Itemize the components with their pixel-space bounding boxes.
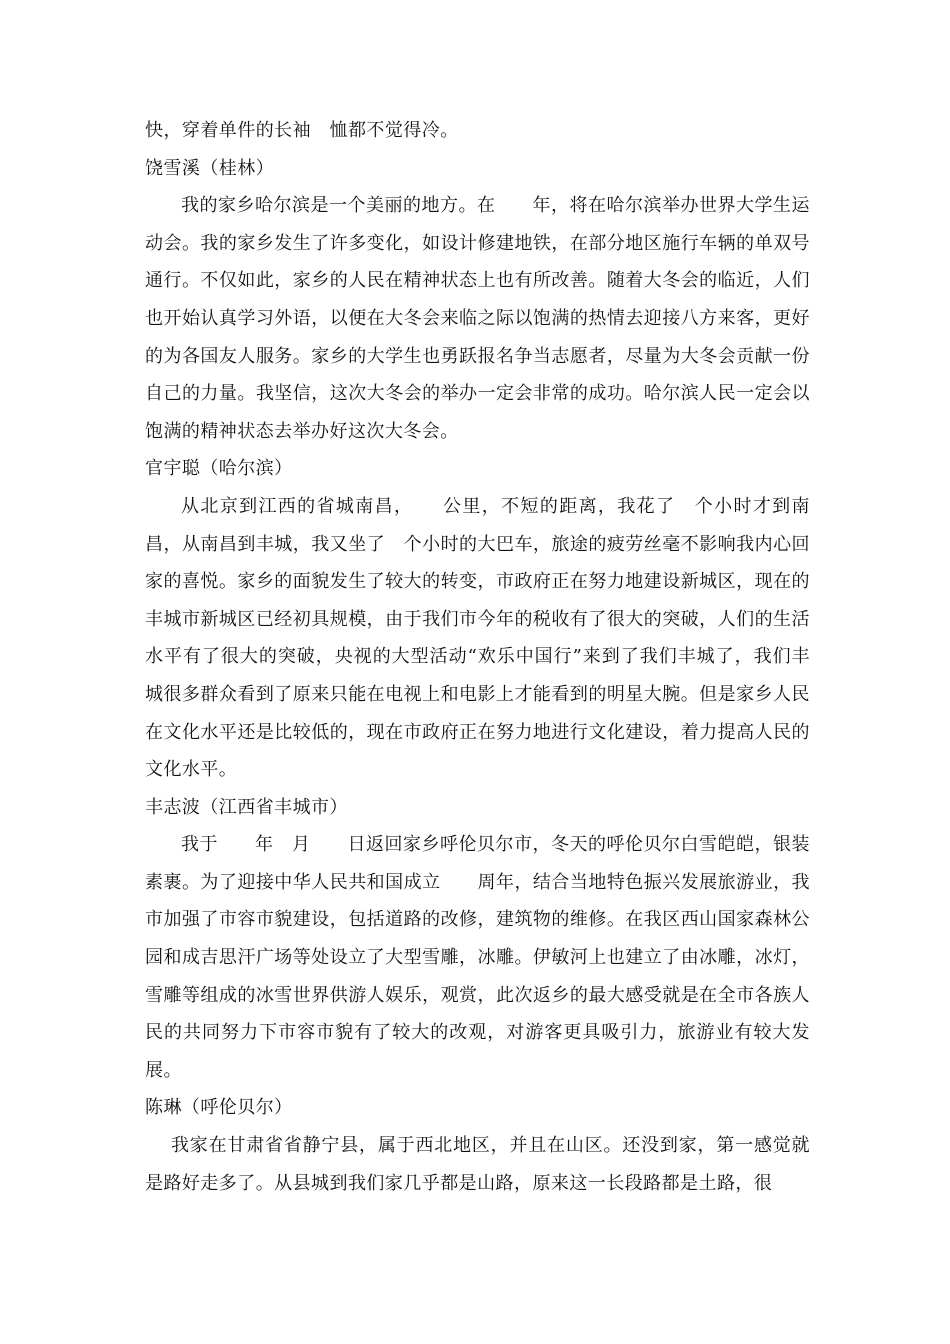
paragraph-fengcheng: 从北京到江西的省城南昌， 公里，不短的距离，我花了 个小时才到南昌，从南昌到丰城，我又坐了 个小时的大巴车，旅途的疲劳丝毫不影响我内心回家的喜悦。家乡的面貌发生了较大的转变，市政府正在努力地建设新城区，现在的丰城市新城区已经初具规模，由于我们市今年的税收有了很大的突破，人们的生活水平有了很大的突破，央视的大型活动“欢乐中国行”来到了我们丰城了，我们丰城很多群众看到了原来只能在电视上和电影上才能看到的明星大腕。但是家乡人民在文化水平还是比较低的，现在市政府正在努力地进行文化建设，着力提高人民的文化水平。 (145, 495, 810, 781)
paragraph-jingning: 我家在甘肃省省静宁县，属于西北地区，并且在山区。还没到家，第一感觉就是路好走多了。从县城到我们家几乎都是山路，原来这一长段路都是土路，很 (145, 1135, 810, 1194)
author-byline: 饶雪溪（桂林） (145, 157, 275, 179)
author-byline: 丰志波（江西省丰城市） (145, 796, 348, 818)
author-byline: 陈琳（呼伦贝尔） (145, 1097, 293, 1119)
paragraph-hulunbuir: 我于 年 月 日返回家乡呼伦贝尔市，冬天的呼伦贝尔白雪皑皑，银装素裹。为了迎接中华人民共和国成立 周年，结合当地特色振兴发展旅游业，我市加强了市容市貌建设，包括道路的改修，建筑物的维修。在我区西山国家森林公园和成吉思汗广场等处设立了大型雪雕，冰雕。伊敏河上也建立了由冰雕，冰灯，雪雕等组成的冰雪世界供游人娱乐，观赏，此次返乡的最大感受就是在全市各族人民的共同努力下市容市貌有了较大的改观，对游客更具吸引力，旅游业有较大发展。 (145, 834, 810, 1081)
document-page (145, 112, 810, 1202)
author-byline: 官宇聪（哈尔滨） (145, 458, 293, 480)
paragraph-continued: 快，穿着单件的长袖 恤都不觉得冷。 (145, 120, 459, 141)
paragraph-harbin: 我的家乡哈尔滨是一个美丽的地方。在 年，将在哈尔滨举办世界大学生运动会。我的家乡发生了许多变化，如设计修建地铁，在部分地区施行车辆的单双号通行。不仅如此，家乡的人民在精神状态上也有所改善。随着大冬会的临近，人们也开始认真学习外语，以便在大冬会来临之际以饱满的热情去迎接八方来客，更好的为各国友人服务。家乡的大学生也勇跃报名争当志愿者，尽量为大冬会贡献一份自己的力量。我坚信，这次大冬会的举办一定会非常的成功。哈尔滨人民一定会以饱满的精神状态去举办好这次大冬会。 (145, 195, 810, 442)
